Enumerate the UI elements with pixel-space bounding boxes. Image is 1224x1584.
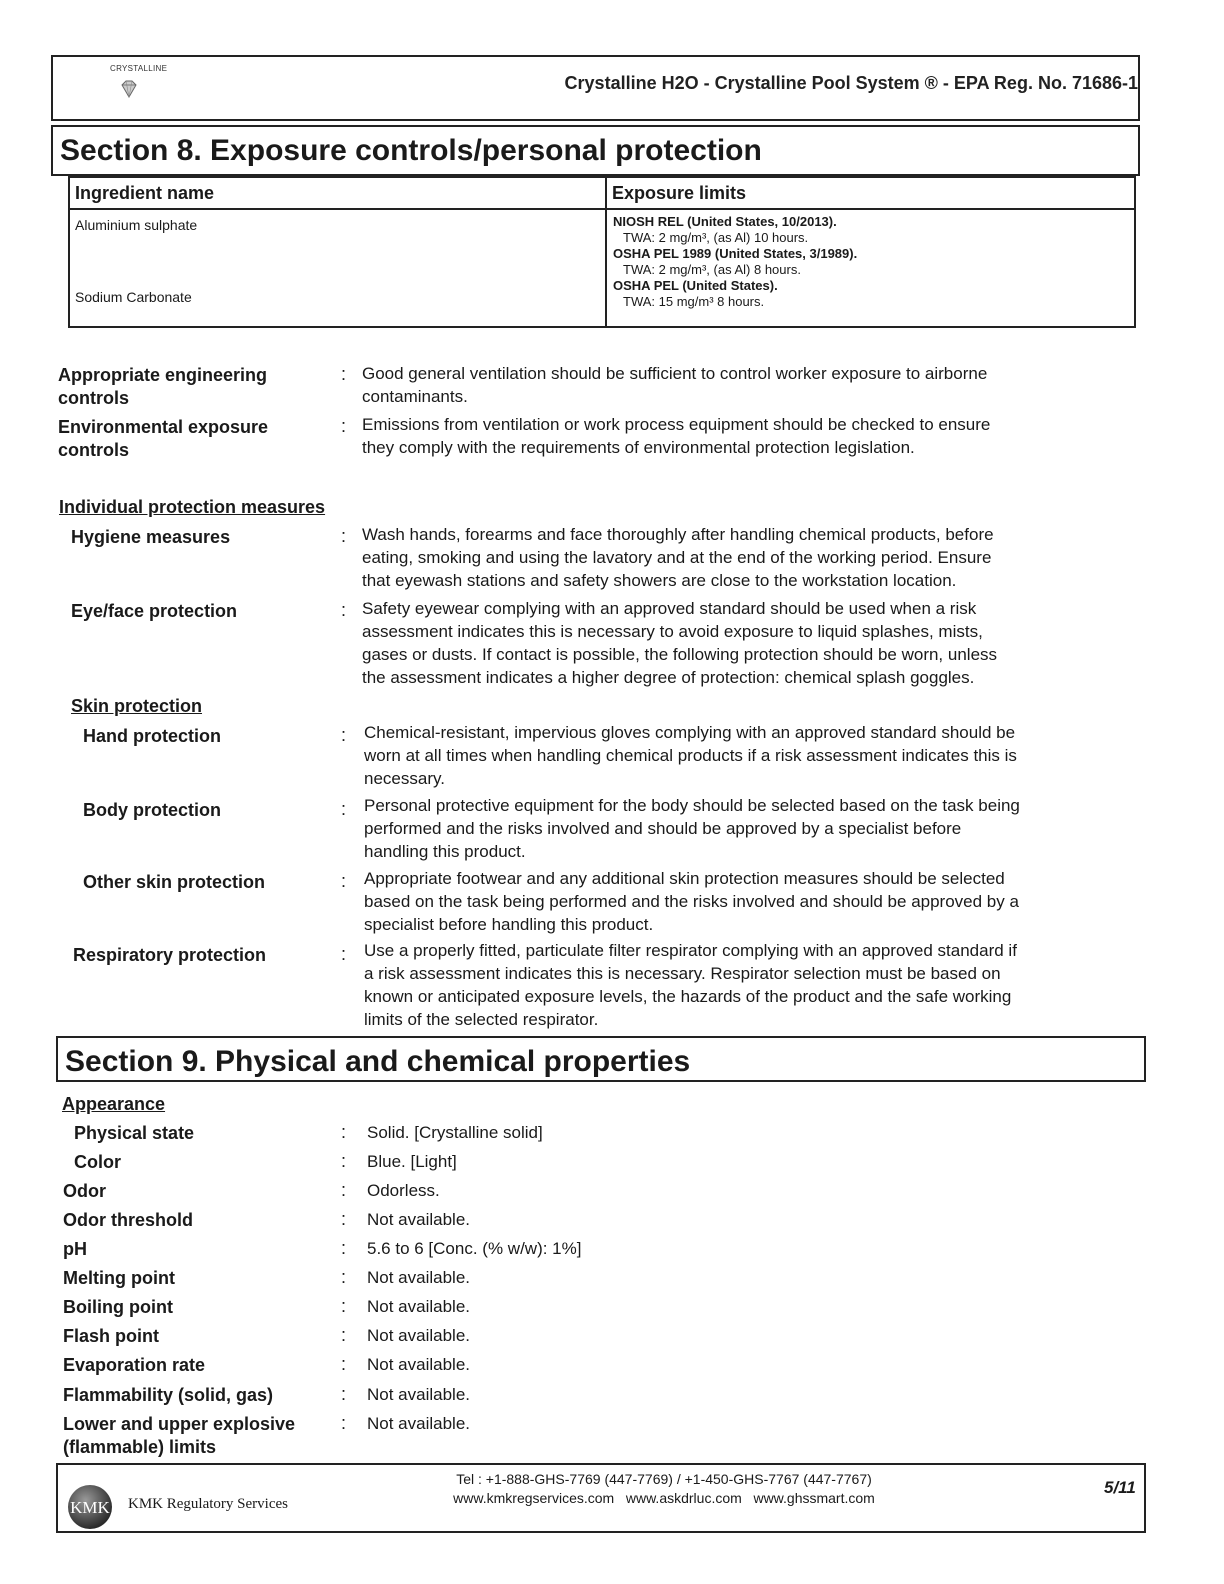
other-skin-protection-label: Other skin protection [83,872,266,892]
explosive-limits-value: Not available. [367,1414,471,1433]
melting-point-label: Melting point [63,1268,175,1288]
evaporation-rate-value: Not available. [367,1355,471,1374]
physical-state-label: Physical state [74,1123,195,1143]
colon: : [341,1325,347,1345]
limit-value: TWA: 15 mg/m³ 8 hours. [623,294,765,309]
colon: : [341,1413,347,1433]
colon: : [341,1384,347,1404]
individual-protection-heading: Individual protection measures [59,497,326,517]
phone-line: Tel : +1-888-GHS-7769 (447-7769) / +1-450-GHS-7767 (447-7767) [456,1471,872,1487]
colon: : [341,871,347,891]
color-label: Color [74,1152,121,1172]
body-protection-label: Body protection [83,800,221,820]
colon: : [341,799,347,819]
colon: : [341,600,347,620]
environmental-controls-label: Environmental exposure controls [58,417,269,460]
colon: : [341,1354,347,1374]
table-header-divider [70,208,1134,210]
skin-protection-heading: Skin protection [71,696,203,716]
section-8-title: Section 8. Exposure controls/personal protection [51,125,1140,176]
document-title: Crystalline H2O - Crystalline Pool System ® - EPA Reg. No. 71686-1 [564,73,1138,93]
page-number: 5/11 [1104,1478,1136,1497]
other-skin-protection-text: Appropriate footwear and any additional skin protection measures should be selected based on the task being performed and the risks involved and should be approved by a specialist before handling this product. [364,869,1019,934]
colon: : [341,1296,347,1316]
colon: : [341,1122,347,1142]
colon: : [341,526,347,546]
hand-protection-text: Chemical-resistant, impervious gloves complying with an approved standard should be worn at all times when handling chemical products if a risk assessment indicates this is necessary. [364,723,1017,788]
kmk-logo-icon [66,1483,114,1531]
brand-logo-text: CRYSTALLINE [110,64,168,73]
boiling-point-value: Not available. [367,1297,471,1316]
evaporation-rate-label: Evaporation rate [63,1355,206,1375]
ph-label: pH [63,1239,87,1259]
flash-point-label: Flash point [63,1326,159,1346]
web-links: www.kmkregservices.com www.askdrluc.com www.ghssmart.com [453,1490,875,1506]
section-9-title: Section 9. Physical and chemical properties [56,1036,1146,1082]
table-column-divider [605,178,607,326]
limit-value: TWA: 2 mg/m³, (as Al) 8 hours. [623,262,801,277]
column-header-ingredient: Ingredient name [75,183,215,203]
contact-info [414,1470,914,1508]
appearance-heading: Appearance [62,1094,166,1114]
colon: : [341,416,347,436]
ph-value: 5.6 to 6 [Conc. (% w/w): 1%] [367,1239,582,1258]
ingredient-cell: Sodium Carbonate [75,289,192,305]
colon: : [341,1151,347,1171]
kmk-logo-letters: KMK [70,1498,110,1517]
engineering-controls-label: Appropriate engineering controls [58,365,268,408]
hygiene-measures-text: Wash hands, forearms and face thoroughly after handling chemical products, before eating, smoking and using the lavatory and at the end of the working period. Ensure that eyewash stations and safety showers are close to the workstation location. [362,525,994,590]
body-protection-text: Personal protective equipment for the body should be selected based on the task being performed and the risks involved and should be approved by a specialist before handling this product. [364,796,1020,861]
colon: : [341,725,347,745]
explosive-limits-label: Lower and upper explosive (flammable) limits [63,1414,296,1457]
odor-value: Odorless. [367,1181,440,1200]
limits-cell [613,214,1113,310]
eye-face-protection-text: Safety eyewear complying with an approved standard should be used when a risk assessment indicates this is necessary to avoid exposure to liquid splashes, mists, gases or dusts. If contact is possible, the following protection should be worn, unless the assessment indicates a higher degree of protection: chemical splash goggles. [362,599,998,687]
colon: : [341,364,347,384]
respiratory-protection-text: Use a properly fitted, particulate filter respirator complying with an approved standard if a risk assessment indicates this is necessary. Respirator selection must be based on known or anticipated exposure levels, the hazards of the product and the safe working limits of the selected respirator. [364,941,1017,1029]
boiling-point-label: Boiling point [63,1297,173,1317]
odor-label: Odor [63,1181,106,1201]
column-header-limits: Exposure limits [612,183,747,203]
colon: : [341,944,347,964]
flammability-value: Not available. [367,1385,471,1404]
odor-threshold-value: Not available. [367,1210,471,1229]
limit-source: OSHA PEL (United States). [613,278,778,293]
company-name: KMK Regulatory Services [128,1496,288,1512]
engineering-controls-text: Good general ventilation should be sufficient to control worker exposure to airborne contaminants. [362,364,988,406]
limit-source: OSHA PEL 1989 (United States, 3/1989). [613,246,858,261]
flash-point-value: Not available. [367,1326,471,1345]
odor-threshold-label: Odor threshold [63,1210,193,1230]
eye-face-protection-label: Eye/face protection [71,601,238,621]
color-value: Blue. [Light] [367,1152,457,1171]
hand-protection-label: Hand protection [83,726,221,746]
diamond-logo-icon [118,78,140,100]
exposure-limits-table [68,176,1136,328]
respiratory-protection-label: Respiratory protection [73,945,267,965]
ingredient-cell: Aluminium sulphate [75,217,198,233]
limit-value: TWA: 2 mg/m³, (as Al) 10 hours. [623,230,809,245]
colon: : [341,1180,347,1200]
environmental-controls-text: Emissions from ventilation or work process equipment should be checked to ensure they comply with the requirements of environmental protection legislation. [362,415,991,457]
physical-state-value: Solid. [Crystalline solid] [367,1123,543,1142]
limit-source: NIOSH REL (United States, 10/2013). [613,214,837,229]
colon: : [341,1209,347,1229]
colon: : [341,1267,347,1287]
flammability-label: Flammability (solid, gas) [63,1385,274,1405]
colon: : [341,1238,347,1258]
hygiene-measures-label: Hygiene measures [71,527,231,547]
melting-point-value: Not available. [367,1268,471,1287]
